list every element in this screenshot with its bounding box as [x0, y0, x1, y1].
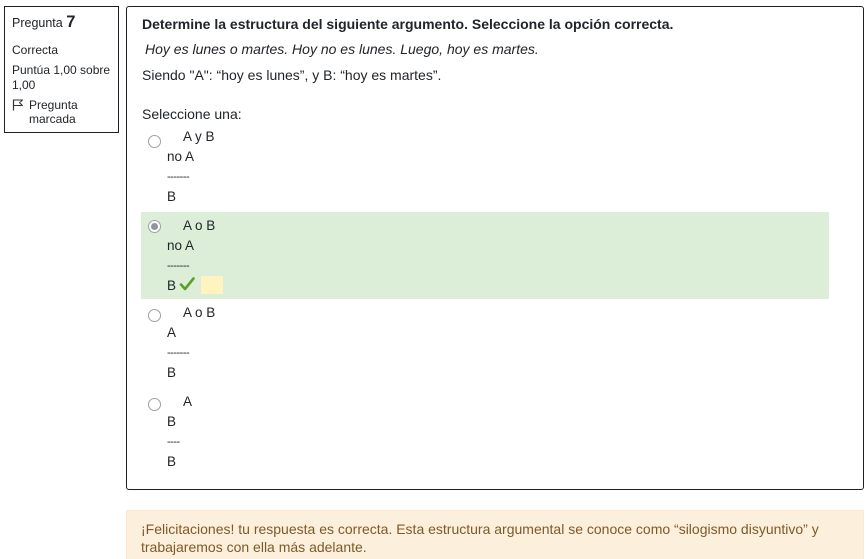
answer-line: ---- — [167, 436, 180, 448]
answer-line: no A — [167, 238, 195, 253]
flag-icon — [12, 99, 24, 111]
answer-line: A o B — [183, 305, 216, 320]
answer-line: A o B — [183, 218, 216, 233]
answer-line: ------- — [167, 260, 190, 272]
question-state: Correcta — [12, 42, 59, 57]
question-definitions: Siendo "A": “hoy es lunes”, y B: “hoy es martes”. — [142, 67, 442, 83]
answer-line: B — [167, 189, 177, 204]
question-title: Determine la estructura del siguiente argumento. Seleccione la opción correcta. — [142, 16, 674, 32]
answer-radio-2[interactable] — [148, 220, 161, 233]
answer-option-2[interactable] — [141, 212, 829, 299]
answer-line: no A — [167, 149, 195, 164]
answer-option-3[interactable] — [141, 301, 829, 388]
question-info-panel — [4, 6, 119, 133]
answer-line: ------- — [167, 171, 190, 183]
answer-option-4[interactable] — [141, 390, 829, 477]
answer-line: B — [167, 365, 177, 380]
answer-line: A — [183, 394, 193, 409]
answer-line: A y B — [183, 129, 215, 144]
answer-line: ------- — [167, 347, 190, 359]
answer-radio-1[interactable] — [148, 135, 161, 148]
feedback-highlight — [201, 276, 223, 294]
answer-line: B — [167, 454, 177, 469]
answer-option-1[interactable] — [141, 127, 829, 214]
flag-label: Pregunta marcada — [29, 97, 78, 127]
question-grade: Puntúa 1,00 sobre 1,00 — [12, 63, 111, 92]
answer-line: B — [167, 278, 177, 293]
general-feedback: ¡Felicitaciones! tu respuesta es correcta. Esta estructura argumental se conoce como “silogismo disyuntivo” y trabajaremos con ella más adelante. — [126, 510, 864, 559]
question-label: Pregunta — [12, 16, 63, 30]
check-icon — [179, 276, 195, 292]
answer-line: A — [167, 325, 177, 340]
answer-radio-4[interactable] — [148, 398, 161, 411]
question-number-heading — [12, 13, 111, 33]
question-content — [126, 6, 864, 490]
question-argument: Hoy es lunes o martes. Hoy no es lunes. Luego, hoy es martes. — [145, 41, 539, 57]
answer-line: B — [167, 414, 177, 429]
answer-prompt: Seleccione una: — [142, 106, 242, 122]
flag-question-toggle[interactable] — [12, 98, 111, 127]
question-number: 7 — [66, 13, 76, 31]
answer-radio-3[interactable] — [148, 309, 161, 322]
